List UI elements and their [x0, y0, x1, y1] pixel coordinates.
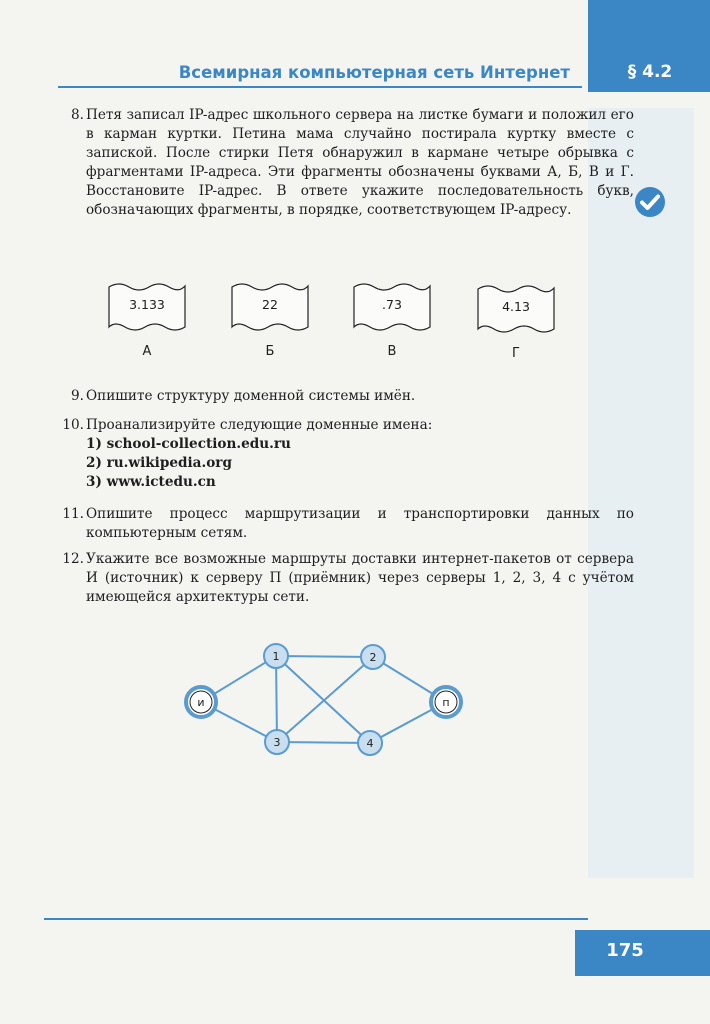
- fragment-value: 4.13: [502, 299, 530, 314]
- fragment-letter: Б: [265, 344, 275, 359]
- network-node-1: [264, 644, 288, 668]
- task-8: [58, 106, 634, 266]
- fragment-letter: А: [142, 344, 152, 359]
- fragment-letter: Г: [512, 346, 520, 361]
- domain-item: 3) www.ictedu.cn: [86, 474, 216, 490]
- section-label: § 4.2: [627, 62, 673, 82]
- network-node-label: 1: [272, 650, 280, 663]
- network-edge-3-4: [277, 742, 370, 743]
- network-node-label: 2: [369, 651, 377, 664]
- fragment-value: 3.133: [129, 297, 165, 312]
- network-node-2: [361, 645, 385, 669]
- task-10: [58, 416, 618, 496]
- network-node-4: [358, 731, 382, 755]
- fragment-letter: В: [387, 344, 397, 359]
- fragment-v: [352, 281, 432, 337]
- task-text: [86, 416, 626, 492]
- network-node-label: 3: [273, 736, 281, 749]
- network-node-label: п: [442, 696, 450, 709]
- network-diagram: [170, 630, 470, 770]
- fragment-value: .73: [382, 297, 402, 312]
- checkmark-icon: [634, 186, 666, 218]
- task-number: 9.: [71, 388, 84, 404]
- fragment-value: 22: [262, 297, 278, 312]
- network-node-И: [186, 687, 216, 717]
- fragment-b: [230, 281, 310, 337]
- page-header-title: Всемирная компьютерная сеть Интернет: [178, 63, 570, 82]
- task-12: [58, 550, 634, 610]
- network-node-label: 4: [366, 737, 374, 750]
- network-node-3: [265, 730, 289, 754]
- task-text: Укажите все возможные маршруты доставки интернет-пакетов от сервера И (источник) к серверу П (приёмник) через серверы 1, 2, 3, 4 с учётом имеющейся архитектуры сети.: [86, 551, 634, 605]
- domain-item: 1) school-collection.edu.ru: [86, 436, 291, 452]
- task-text: Петя записал IP-адрес школьного сервера на листке бумаги и положил его в карман куртки. Петина мама случайно постирала куртку вместе с запиской. После стирки Петя обнаружил в кармане четыре обрывка с фрагментами IP-адреса. Эти фрагменты обозначены буквами А, Б, В и Г. Восстановите IP-адрес. В ответе укажите последовательность букв, обозначающих фрагменты, в порядке, соответствующем IP-адресу.: [86, 107, 634, 218]
- task-number: 10.: [62, 417, 84, 433]
- task-number: 12.: [62, 551, 84, 567]
- fragment-a: [107, 281, 187, 337]
- task-number: 8.: [71, 107, 84, 123]
- header-rule: [58, 86, 582, 88]
- network-edges: [201, 656, 446, 743]
- task-text: Опишите структуру доменной системы имён.: [86, 388, 416, 404]
- task-number: 11.: [62, 506, 84, 522]
- footer-rule: [44, 918, 588, 920]
- network-node-П: [431, 687, 461, 717]
- network-node-label: и: [197, 696, 205, 709]
- task-9: [58, 387, 618, 407]
- page-number: 175: [606, 940, 644, 961]
- domain-item: 2) ru.wikipedia.org: [86, 455, 232, 471]
- fragment-g: [476, 283, 556, 339]
- task-intro: Проанализируйте следующие доменные имена:: [86, 417, 433, 433]
- network-edge-1-2: [276, 656, 373, 657]
- task-text: Опишите процесс маршрутизации и транспортировки данных по компьютерным сетям.: [86, 506, 634, 541]
- task-11: [58, 505, 634, 545]
